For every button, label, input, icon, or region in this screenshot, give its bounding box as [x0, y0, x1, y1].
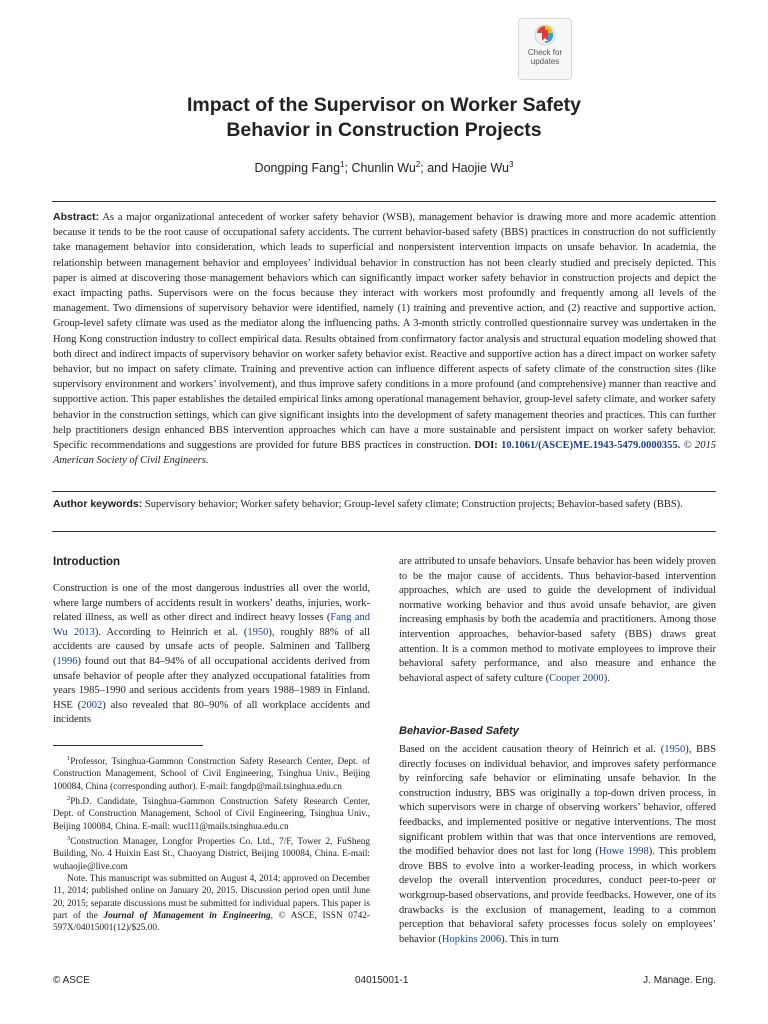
citation-link[interactable]: Cooper 2000: [549, 672, 604, 684]
bbs-paragraph: [399, 743, 716, 947]
badge-line2: updates: [530, 57, 560, 66]
submission-note: Note. This manuscript was submitted on August 4, 2014; approved on December 11, 2014; published online on January 20, 2015. Discussion period open until June 20, 2015; separate discussions must be submitted for individual papers. This paper is part of the: [53, 873, 370, 921]
footnote-3: Construction Manager, Longfor Properties Co. Ltd., 7/F, Tower 2, FuSheng Building, No. 4 Huixin East St., Chaoyang District, Beijing 100084, China. E-mail: wuhaojie@live.com: [53, 837, 370, 872]
crossmark-icon: [534, 24, 556, 48]
author-affiliation-mark: 3: [509, 160, 514, 169]
section-heading-behavior-based-safety: Behavior-Based Safety: [399, 725, 519, 737]
footnote-mark: 1: [67, 755, 71, 762]
check-for-updates-badge[interactable]: [518, 18, 572, 80]
keywords-label: Author keywords:: [53, 498, 143, 510]
citation-link[interactable]: Fang and Wu 2013: [53, 612, 370, 638]
footnote-mark: 3: [67, 834, 71, 842]
abstract-top-rule: [52, 201, 716, 202]
body-text: ). This in turn: [501, 933, 559, 945]
body-text: ).: [603, 672, 610, 684]
abstract-copyright: © 2015 American Society of Civil Engineers.: [53, 440, 716, 467]
badge-line1: Check for: [527, 48, 563, 57]
body-text: ). This problem drove BBS to evolve into a worker-leading process, in which workers develop the overall intervention procedures, conduct peer-to-peer or workgroup-based observations, and provide feedbacks. However, one of its drawbacks is the exclusion of management, leading to a common perception that behavioral safety processes focus solely on employees’ behavior (: [399, 846, 717, 945]
author-affiliation-mark: 2: [415, 160, 421, 169]
author-name: Haojie Wu: [451, 161, 509, 176]
doi-link[interactable]: 10.1061/(ASCE)ME.1943-5479.0000355.: [501, 440, 681, 452]
citation-link[interactable]: 1950: [664, 744, 686, 755]
citation-link[interactable]: Hopkins 2006: [441, 933, 502, 945]
author-affiliation-mark: 1: [340, 160, 345, 169]
body-text: Based on the accident causation theory of Heinrich et al. (: [399, 744, 665, 755]
title-line-2: Behavior in Construction Projects: [226, 119, 542, 141]
abstract: [53, 210, 716, 468]
intro-text: Construction is one of the most dangerous industries all over the world, where large numbers of accidents result in workers’ deaths, injuries, work-related illness, as well as other direct and indirect heavy losses (: [53, 583, 370, 624]
abstract-label: Abstract:: [53, 211, 100, 223]
author-list: [60, 160, 708, 175]
intro-text: ). According to Heinrich et al. (: [94, 626, 248, 638]
author-separator: ;: [344, 161, 352, 176]
citation-link[interactable]: Howe 1998: [598, 846, 649, 858]
footer-page-id: 04015001-1: [355, 975, 409, 986]
introduction-paragraph: [53, 582, 370, 728]
footnote-mark: 2: [67, 794, 71, 802]
keywords-top-rule: [52, 491, 716, 492]
footnote-1: Professor, Tsinghua-Gammon Construction Safety Research Center, Dept. of Construction Management, School of Civil Engineering, Tsinghua Univ., Beijing 100084, China (corresponding author). E-mail: fangdp@mail.tsinghua.edu.cn: [53, 757, 370, 792]
citation-link[interactable]: 1950: [247, 626, 269, 638]
intro-text: ) found out that 84–94% of all occupational accidents derived from unsafe behavior of people after they analyzed occupational fatalities from years 1985–1990 and serious accidents from years 1988–1989 in Finland. HSE (: [53, 655, 370, 711]
footnote-rule: [53, 745, 203, 746]
keywords-text: Supervisory behavior; Worker safety behavior; Group-level safety climate; Construction projects; Behavior-based safety (BBS).: [142, 499, 683, 510]
intro-text: ), roughly 88% of all accidents are caused by unsafe acts of people. Salminen and Tallberg (: [53, 626, 370, 667]
page-footer: [53, 975, 716, 991]
doi-label: DOI:: [474, 440, 498, 452]
submission-note-end: , © ASCE, ISSN 0742-597X/04015001(12)/$25.00.: [53, 910, 370, 934]
right-column-paragraph: [399, 555, 716, 686]
footer-publisher: © ASCE: [53, 975, 90, 986]
author-separator: ; and: [420, 161, 452, 176]
title-line-1: Impact of the Supervisor on Worker Safety: [186, 94, 582, 116]
footnote-2: Ph.D. Candidate, Tsinghua-Gammon Construction Safety Research Center, Dept. of Construction Management, School of Civil Engineering, Tsinghua Univ., Beijing 100084, China. E-mail: wucl11@mails.tsinghua.edu.cn: [53, 797, 370, 832]
paper-title: [60, 93, 708, 143]
intro-text: ) also revealed that 80–90% of all workplace accidents and incidents: [53, 699, 370, 726]
citation-link[interactable]: 1996: [56, 655, 78, 667]
citation-link[interactable]: 2002: [81, 699, 103, 711]
author-name: Dongping Fang: [254, 161, 341, 176]
body-text: are attributed to unsafe behaviors. Unsafe behavior has been widely proven to be the major cause of accidents. Thus behavior-based intervention approaches, which are used to guide the development of individual normative working behavior and thus avoid unsafe behavior, are given increasing emphasis by both the academia and practitioners. Among those intervention approaches, behavior-based safety (BBS) draws great attention. It is a common method to motivate employees to improve their behavioral safety performance, and also measure and enhance the behavioral aspect of safety culture (: [399, 556, 716, 684]
keywords-bottom-rule: [52, 531, 716, 532]
footnotes: [53, 753, 370, 934]
journal-name: Journal of Management in Engineering: [103, 910, 271, 921]
footer-journal-abbrev: J. Manage. Eng.: [643, 975, 716, 986]
section-heading-introduction: Introduction: [53, 556, 121, 568]
body-text: ), BBS directly focuses on individual behavior, and improves safety performance by reinforcing safe behavior or eliminating unsafe behavior. In the construction industry, BBS was originally a top-down driven process, in which supervisors were in charge of observing workers’ behavior, offered feedbacks, and implemented positive or negative interventions. The most significant problem within that was that once interventions are removed, the modified behavior does not last for long (: [399, 744, 717, 858]
author-keywords: [53, 497, 716, 512]
author-name: Chunlin Wu: [351, 161, 416, 176]
abstract-text: As a major organizational antecedent of worker safety behavior (WSB), management behavior is drawing more and more academic attention because it tends to be the root cause of occupational safety accidents. The current behavior-based safety (BBS) practices in construction do not sufficiently take management behavior into consideration, which leads to superficial and nonpersistent intervention impacts on unsafe behavior. In academia, the relationship between management behavior and employees’ individual behavior in construction has not been clearly studied and precisely depicted. This paper is aimed at discovering those management behaviors which can significantly impact worker safety behavior in construction projects and depict the exact impacting paths. Supervisors were on the focus because they interact with workers most profoundly and frequently among all levels of the management. Two dimensions of supervisory behavior were identified, namely (1) training and preventive action, and (2) reactive and supportive action. Group-level safety climate was used as the mediator along the influencing paths. A 3-month strictly controlled questionnaire survey was undertaken in the Hong Kong construction industry to collect empirical data. Results obtained from confirmatory factor analysis and structural equation modeling showed that both direct and indirect impacts of supervisory behavior on worker safety behavior exist. Reactive and supportive action has a direct impact on worker safety behavior, but no impact on safety climate. Training and preventive action can influence different aspects of safety climate of the construction sites (like supervisory environment and workers’ involvement), and thus improve safety conditions in a more profound (and comprehensive) manner than reactive and supportive action. This paper establishes the detailed empirical links among operational management behavior, group-level safety climate, and worker safety behavior in the construction settings, which can give significant insights into the development of safety management theories and practices. This can further help practitioners design enhanced BBS intervention approaches which can have a more sustainable and persistent impact on worker safety behavior. Specific recommendations and suggestions are provided for future BBS practices in construction.: [53, 212, 716, 452]
